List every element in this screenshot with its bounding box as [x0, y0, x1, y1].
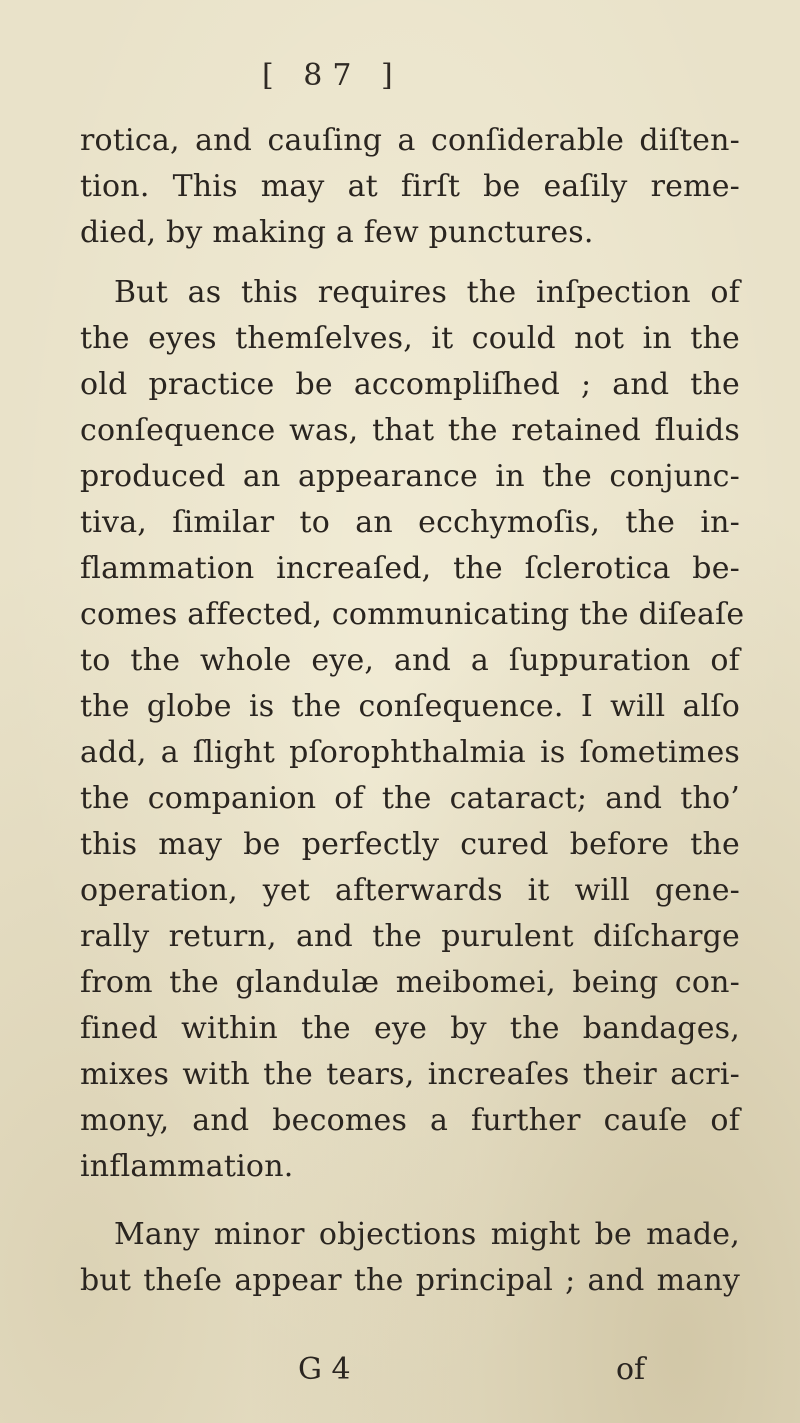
- text-line: but theſe appear the principal ; and many: [80, 1263, 740, 1298]
- signature-mark: G 4: [298, 1352, 351, 1387]
- paragraph-3: [80, 1212, 740, 1304]
- text-line: tiva, ſimilar to an ecchymoſis, the in-: [80, 505, 740, 540]
- text-line: operation, yet afterwards it will gene-: [80, 873, 740, 908]
- text-line: fined within the eye by the bandages,: [80, 1011, 740, 1046]
- text-line: add, a ſlight pſorophthalmia is ſometimes: [80, 735, 740, 770]
- text-line: the globe is the conſequence. I will alſo: [80, 689, 740, 724]
- text-line: the companion of the cataract; and tho’: [80, 781, 740, 816]
- text-line: conſequence was, that the retained fluids: [80, 413, 740, 448]
- text-line: from the glandulæ meibomei, being con-: [80, 965, 740, 1000]
- paragraph-1: [80, 118, 740, 256]
- text-line: died, by making a few punctures.: [80, 215, 594, 250]
- page-number: [ 87 ]: [262, 58, 403, 93]
- text-line: the eyes themſelves, it could not in the: [80, 321, 740, 356]
- text-line: tion. This may at firſt be eaſily reme-: [80, 169, 740, 204]
- text-line: comes affected, communicating the diſeaſe: [80, 597, 745, 632]
- paragraph-2: [80, 270, 745, 1190]
- body-text: [80, 118, 745, 1304]
- text-line: mixes with the tears, increaſes their acri-: [80, 1057, 740, 1092]
- text-line: Many minor objections might be made,: [114, 1217, 740, 1252]
- text-line: But as this requires the inſpection of: [114, 275, 740, 310]
- page-footer: [0, 1350, 800, 1390]
- text-line: mony, and becomes a further cauſe of: [80, 1103, 740, 1138]
- text-line: rally return, and the purulent diſcharge: [80, 919, 740, 954]
- catchword: of: [616, 1352, 646, 1387]
- text-line: produced an appearance in the conjunc-: [80, 459, 740, 494]
- text-line: inflammation.: [80, 1149, 294, 1184]
- text-line: this may be perfectly cured before the: [80, 827, 740, 862]
- text-line: flammation increaſed, the ſclerotica be-: [80, 551, 740, 586]
- text-line: to the whole eye, and a ſuppuration of: [80, 643, 740, 678]
- text-line: rotica, and cauſing a conſiderable diſten-: [80, 123, 740, 158]
- text-line: old practice be accompliſhed ; and the: [80, 367, 740, 402]
